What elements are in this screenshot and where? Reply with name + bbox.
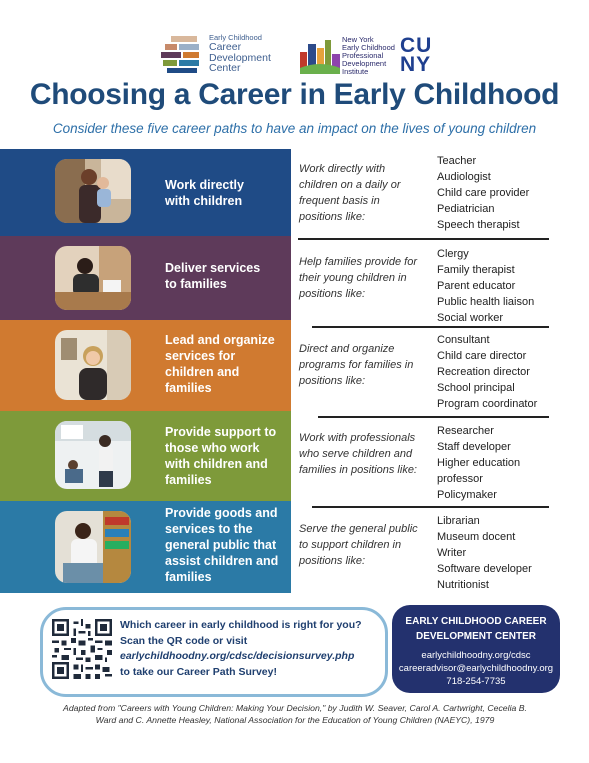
woman-at-desk-photo xyxy=(55,246,131,310)
list-item: Teacher xyxy=(437,155,477,167)
job-list-5 xyxy=(437,513,587,593)
divider-1 xyxy=(298,238,549,240)
nyec-logo xyxy=(300,34,440,78)
teacher-holding-child-photo xyxy=(55,159,131,223)
list-item: Program coordinator xyxy=(437,398,538,410)
list-item: Software developer xyxy=(437,563,532,575)
page-subtitle: Consider these five career paths to have an impact on the lives of young children xyxy=(52,121,537,136)
career-path-band-1 xyxy=(0,149,291,236)
man-in-library-photo xyxy=(55,511,131,583)
list-item: Museum docent xyxy=(437,531,516,543)
path-description-1: Work directly with children on a daily or frequent basis in positions like: xyxy=(299,163,401,223)
path-description-4: Work with professionals who serve children and families in positions like: xyxy=(299,432,417,476)
path-description-3: Direct and organize programs for families in positions like: xyxy=(299,343,414,387)
list-item: Public health liaison xyxy=(437,296,535,308)
eccdc-logo-text: Early Childhood Career Development Center xyxy=(209,33,271,74)
path-label-2: Deliver services to families xyxy=(165,261,261,291)
job-list-1 xyxy=(437,153,587,233)
job-list-3 xyxy=(437,332,587,412)
list-item: Clergy xyxy=(437,248,469,260)
page-title: Choosing a Career in Early Childhood xyxy=(29,78,560,111)
list-item: Speech therapist xyxy=(437,219,520,231)
survey-link[interactable]: earlychildhoodny.org/cdsc/decisionsurvey.php xyxy=(120,650,355,662)
cuny-logo: CU NY xyxy=(400,34,433,76)
eccdc-logo xyxy=(161,34,291,78)
contact-box: EARLY CHILDHOOD CAREER DEVELOPMENT CENTER earlychildhoodny.org/cdsc careeradvisor@earlychildhoodny.org 718-254-7735 xyxy=(392,605,560,693)
list-item: Researcher xyxy=(437,425,494,437)
career-path-band-4 xyxy=(0,411,291,501)
list-item: Staff developer xyxy=(437,441,511,453)
list-item: Child care director xyxy=(437,350,527,362)
city-skyline-logo-icon xyxy=(300,38,340,74)
career-path-band-5 xyxy=(0,501,291,593)
list-item: Nutritionist xyxy=(437,579,489,591)
stacked-bars-logo-icon xyxy=(161,34,201,74)
divider-2 xyxy=(312,326,549,328)
job-list-4 xyxy=(437,423,587,503)
job-list-2 xyxy=(437,246,587,326)
path-label-1: Work directly with children xyxy=(165,178,244,208)
path-description-2: Help families provide for their young children in positions like: xyxy=(299,256,417,300)
list-item: Writer xyxy=(437,547,467,559)
divider-3 xyxy=(318,416,549,418)
website-link[interactable]: earlychildhoodny.org/cdsc xyxy=(421,650,531,661)
path-label-5: Provide goods and services to the general public that assist children and families xyxy=(165,506,279,584)
list-item: Social worker xyxy=(437,312,504,324)
list-item: Recreation director xyxy=(437,366,530,378)
list-item: Policymaker xyxy=(437,489,497,501)
list-item: Child care provider xyxy=(437,187,530,199)
presenter-classroom-photo xyxy=(55,421,131,489)
path-description-5: Serve the general public to support children in positions like: xyxy=(299,523,418,567)
path-label-4: Provide support to those who work with children and families xyxy=(165,425,277,487)
list-item: Higher education xyxy=(437,457,521,469)
phone-number: 718-254-7735 xyxy=(446,676,506,687)
list-item: Pediatrician xyxy=(437,203,495,215)
list-item: Audiologist xyxy=(437,171,491,183)
survey-text: Which career in early childhood is right for you? Scan the QR code or visit earlychildhoodny.org/cdsc/decisionsurvey.php to take our Career Path Survey! xyxy=(120,619,362,678)
nyec-logo-text: New York Early Childhood Professional Development Institute xyxy=(342,35,395,76)
list-item: Librarian xyxy=(437,515,480,527)
source-credit: Adapted from "Careers with Young Children: Making Your Decision," by Judith W. Seaver, Carol A. Cartwright, Cecelia B. Ward and C. Annette Heasley, National Association for the Education of Young Children (NAEYC), 1979 xyxy=(63,703,527,725)
list-item: Parent educator xyxy=(437,280,516,292)
email-link[interactable]: careeradvisor@earlychildhoodny.org xyxy=(398,663,554,674)
list-item: Consultant xyxy=(437,334,490,346)
list-item: professor xyxy=(437,473,483,485)
career-path-band-3 xyxy=(0,320,291,411)
list-item: School principal xyxy=(437,382,515,394)
list-item: Family therapist xyxy=(437,264,515,276)
path-label-3: Lead and organize services for children and families xyxy=(165,333,275,395)
qr-code-icon[interactable] xyxy=(52,619,112,679)
career-path-band-2 xyxy=(0,236,291,320)
director-portrait-photo xyxy=(55,330,131,400)
divider-4 xyxy=(312,506,549,508)
